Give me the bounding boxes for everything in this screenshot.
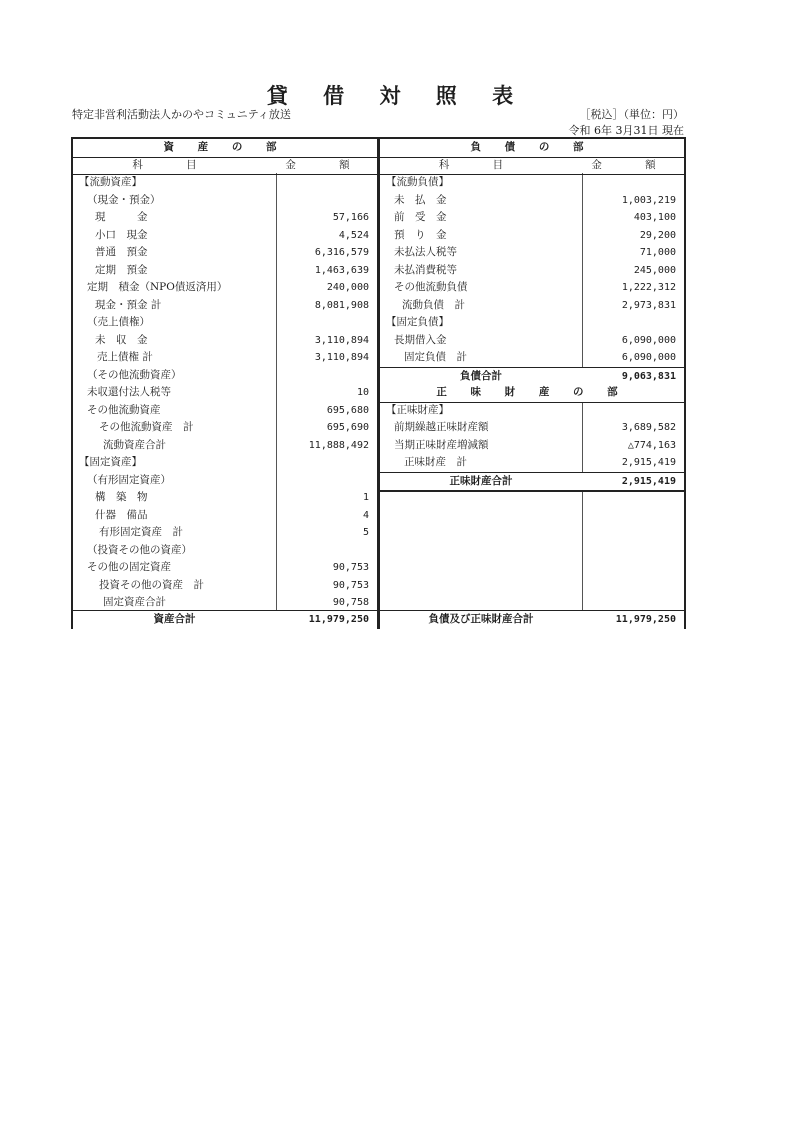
table-row xyxy=(380,349,684,367)
assets-total-row xyxy=(73,610,377,629)
table-row xyxy=(73,454,377,472)
row-amount: 6,090,000 xyxy=(621,352,676,363)
item-column-header: 科 目 xyxy=(438,158,524,171)
row-label: 定期 積金（NPO債返済用） xyxy=(87,281,228,293)
row-label: 【固定負債】 xyxy=(386,316,449,328)
liabilities-total-label: 負債合計 xyxy=(460,369,502,382)
table-row xyxy=(380,402,684,420)
row-amount: 71,000 xyxy=(639,247,676,258)
row-amount: 29,200 xyxy=(639,229,676,241)
row-amount: 695,680 xyxy=(326,404,369,416)
row-amount: 240,000 xyxy=(326,282,369,293)
row-amount: 1 xyxy=(362,492,369,503)
row-label: 当期正味財産増減額 xyxy=(394,438,489,451)
row-amount: 245,000 xyxy=(633,264,676,276)
row-label: （投資その他の資産） xyxy=(87,543,192,556)
table-row xyxy=(73,577,377,595)
row-amount: 3,110,894 xyxy=(314,334,369,346)
table-row xyxy=(380,297,684,315)
row-amount: 90,758 xyxy=(332,597,369,608)
row-label: 未収還付法人税等 xyxy=(87,386,171,398)
organization-name: 特定非営利活動法人かのやコミュニティ放送 xyxy=(72,108,291,121)
row-label: 普通 預金 xyxy=(95,246,148,258)
net-assets-total-row xyxy=(380,472,684,493)
row-amount: △774,163 xyxy=(627,439,676,451)
row-amount: 1,003,219 xyxy=(621,194,676,206)
row-label: 投資その他の資産 計 xyxy=(99,578,204,591)
table-row xyxy=(73,524,377,542)
row-label: 有形固定資産 計 xyxy=(99,526,183,538)
row-label: 構 築 物 xyxy=(95,491,148,503)
table-row xyxy=(73,244,377,262)
liabilities-column-header xyxy=(380,157,684,176)
row-label: 売上債権 計 xyxy=(97,351,153,363)
table-row xyxy=(73,227,377,245)
row-label: 定期 預金 xyxy=(95,263,148,276)
table-row xyxy=(380,279,684,297)
table-row xyxy=(73,489,377,507)
assets-total-label: 資産合計 xyxy=(153,613,196,625)
table-row xyxy=(73,192,377,210)
row-label: 前 受 金 xyxy=(394,211,447,223)
table-row xyxy=(73,367,377,385)
row-label: 固定負債 計 xyxy=(404,351,467,363)
table-row xyxy=(380,419,684,437)
table-row xyxy=(73,314,377,332)
row-label: その他流動資産 xyxy=(87,403,161,416)
row-amount: 6,316,579 xyxy=(314,247,369,258)
row-amount: 5 xyxy=(362,527,369,538)
row-label: 現金・預金 計 xyxy=(95,298,162,311)
row-label: 現 金 xyxy=(95,211,148,223)
item-column-header: 科 目 xyxy=(132,158,217,171)
row-amount: 403,100 xyxy=(633,212,676,223)
liabilities-total-amount: 9,063,831 xyxy=(621,370,676,382)
row-amount: 10 xyxy=(356,387,369,398)
table-row xyxy=(380,227,684,245)
table-row xyxy=(380,454,684,472)
row-label: 未 収 金 xyxy=(95,333,148,346)
table-row xyxy=(73,209,377,227)
table-row xyxy=(380,192,684,210)
table-row xyxy=(73,384,377,402)
table-row xyxy=(73,542,377,560)
grand-total-row xyxy=(380,610,684,629)
row-amount: 2,915,419 xyxy=(621,457,676,468)
row-amount: 1,463,639 xyxy=(314,264,369,276)
row-label: （現金・預金） xyxy=(87,193,161,206)
assets-section-title: 資 産 の 部 xyxy=(73,139,377,158)
row-label: 前期繰越正味財産額 xyxy=(394,421,489,433)
liabilities-section-title: 負 債 の 部 xyxy=(380,139,684,158)
assets-table xyxy=(71,137,379,629)
row-amount: 3,110,894 xyxy=(314,352,369,363)
liabilities-table xyxy=(379,137,686,629)
row-label: （有形固定資産） xyxy=(87,473,171,486)
row-amount: 4 xyxy=(362,509,369,521)
row-amount: 90,753 xyxy=(332,562,369,573)
row-amount: 1,222,312 xyxy=(621,282,676,293)
row-amount: 57,166 xyxy=(332,212,369,223)
row-amount: 4,524 xyxy=(338,229,369,241)
table-row xyxy=(73,419,377,437)
row-label: （売上債権） xyxy=(87,316,150,328)
table-row xyxy=(73,402,377,420)
net-assets-total-amount: 2,915,419 xyxy=(621,475,676,487)
row-amount: 2,973,831 xyxy=(621,299,676,311)
table-row xyxy=(380,314,684,332)
row-label: 【固定資産】 xyxy=(79,456,142,468)
row-label: 【流動資産】 xyxy=(79,176,142,188)
row-amount: 6,090,000 xyxy=(621,334,676,346)
table-row xyxy=(380,209,684,227)
row-label: （その他流動資産） xyxy=(87,368,182,381)
row-label: 流動負債 計 xyxy=(402,298,465,311)
row-label: 什器 備品 xyxy=(95,508,148,521)
row-amount: 90,753 xyxy=(332,579,369,591)
table-row xyxy=(73,349,377,367)
row-label: その他の固定資産 xyxy=(87,561,171,573)
table-row xyxy=(73,472,377,490)
row-label: 預 り 金 xyxy=(394,228,447,241)
row-label: 未払消費税等 xyxy=(394,263,457,276)
table-row xyxy=(380,262,684,280)
row-label: 【流動負債】 xyxy=(386,176,449,188)
table-row xyxy=(73,174,377,192)
amount-column-header: 金 額 xyxy=(285,158,370,171)
row-label: 【正味財産】 xyxy=(386,403,449,416)
row-label: 小口 現金 xyxy=(95,228,148,241)
row-label: 未払法人税等 xyxy=(394,246,457,258)
table-row xyxy=(73,507,377,525)
assets-column-header xyxy=(73,157,377,176)
table-row xyxy=(73,594,377,612)
amount-column-header: 金 額 xyxy=(591,158,676,171)
row-amount: 8,081,908 xyxy=(314,299,369,311)
row-label: その他流動負債 xyxy=(394,281,468,293)
row-label: その他流動資産 計 xyxy=(99,421,194,433)
row-label: 固定資産合計 xyxy=(103,596,166,608)
table-row xyxy=(73,437,377,455)
table-row xyxy=(73,559,377,577)
row-label: 長期借入金 xyxy=(394,333,447,346)
document-title: 貸 借 対 照 表 xyxy=(266,83,528,108)
table-row xyxy=(73,332,377,350)
table-row xyxy=(380,174,684,192)
row-label: 正味財産 計 xyxy=(404,456,467,468)
assets-total-amount: 11,979,250 xyxy=(308,614,369,625)
table-row xyxy=(73,279,377,297)
row-amount: 11,888,492 xyxy=(308,439,369,451)
table-row xyxy=(73,262,377,280)
row-amount: 695,690 xyxy=(326,422,369,433)
grand-total-amount: 11,979,250 xyxy=(615,614,676,625)
net-assets-total-label: 正味財産合計 xyxy=(449,474,513,487)
table-row xyxy=(73,297,377,315)
grand-total-label: 負債及び正味財産合計 xyxy=(428,613,534,625)
row-label: 未 払 金 xyxy=(394,193,447,206)
row-amount: 3,689,582 xyxy=(621,422,676,433)
as-of-date: 令和 6年 3月31日 現在 xyxy=(568,124,684,137)
row-label: 流動資産合計 xyxy=(103,438,166,451)
table-row xyxy=(380,244,684,262)
unit-note: ［税込］（単位：円） xyxy=(579,108,684,121)
table-row xyxy=(380,437,684,455)
table-row xyxy=(380,332,684,350)
net-assets-section-title: 正 味 財 産 の 部 xyxy=(380,384,684,403)
